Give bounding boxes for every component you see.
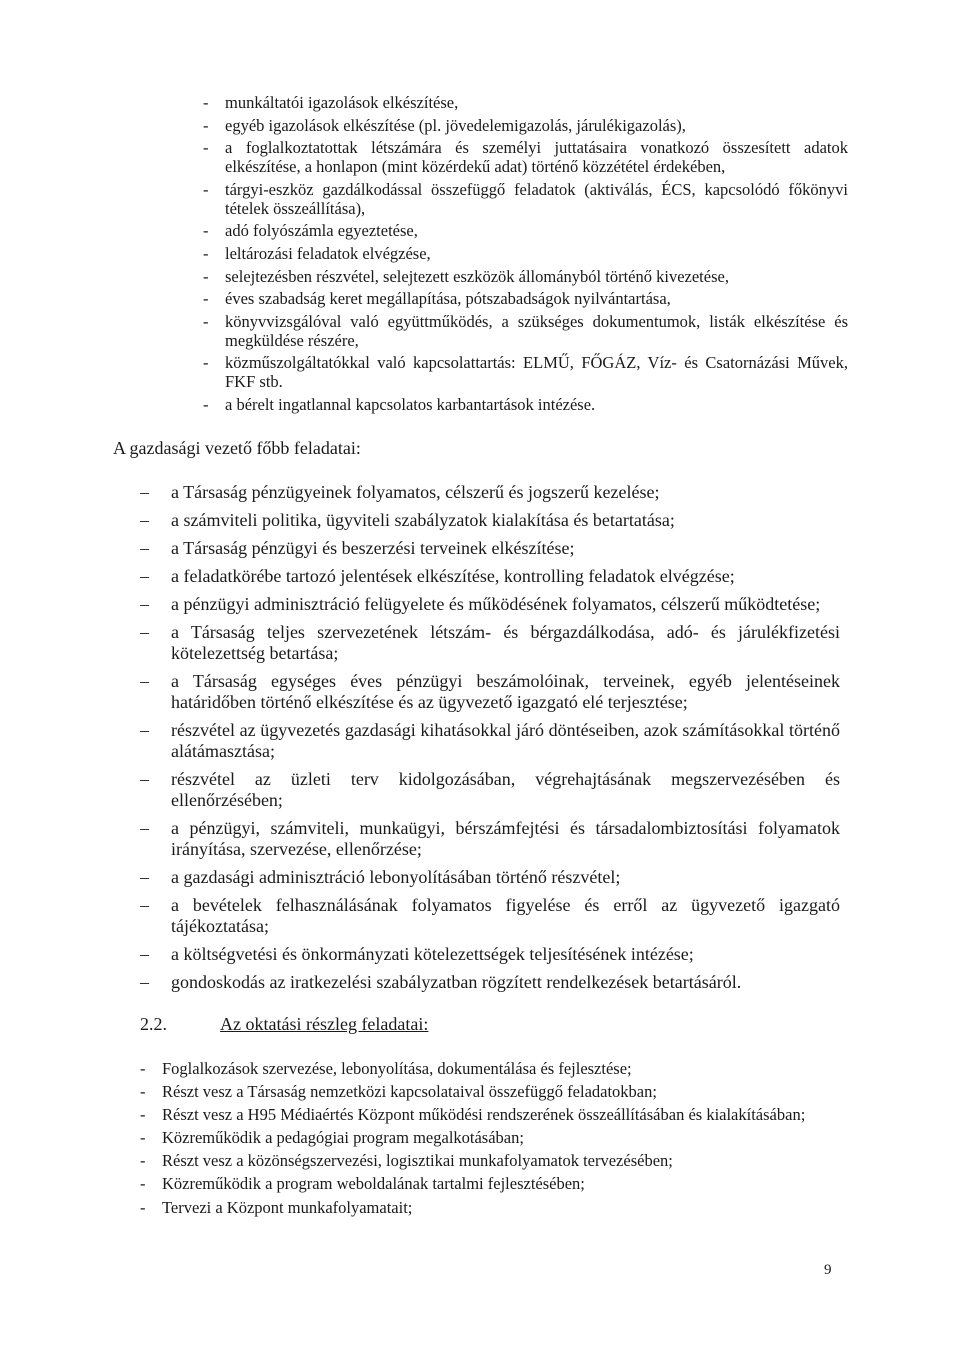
- list-item-text: a bérelt ingatlannal kapcsolatos karbantartások intézése.: [225, 394, 596, 414]
- list-item: [140, 720, 840, 762]
- list-item-text: Tervezi a Központ munkafolyamatait;: [162, 1197, 413, 1217]
- list-item-text: a foglalkoztatottak létszámára és személyi juttatásaira vonatkozó összesített adatok elkészítése, a honlapon (mint közérdekű adat) történő közzététel érdekében,: [225, 138, 848, 177]
- list-item-text: a bevételek felhasználásának folyamatos figyelése és erről az ügyvezető igazgató tájékoztatása;: [171, 895, 840, 936]
- list-item: [140, 1082, 835, 1102]
- list-item: [140, 671, 840, 713]
- bullet-dash: -: [203, 353, 209, 373]
- list-item-text: a Társaság pénzügyi és beszerzési terveinek elkészítése;: [171, 538, 575, 558]
- list-item-text: könyvvizsgálóval való együttműködés, a szükséges dokumentumok, listák elkészítése és megküldése részére,: [225, 311, 848, 350]
- bullet-dash: -: [203, 115, 209, 135]
- list-item-text: éves szabadság keret megállapítása, pótszabadságok nyilvántartása,: [225, 289, 671, 309]
- list-item-text: a pénzügyi, számviteli, munkaügyi, bérszámfejtési és társadalombiztosítási folyamatok irányítása, szervezése, ellenőrzése;: [171, 818, 840, 859]
- bullet-dash: –: [140, 510, 149, 530]
- bullet-dash: -: [203, 243, 209, 263]
- list-item: [140, 895, 840, 937]
- bullet-dash: –: [140, 895, 149, 915]
- page-number: 9: [824, 1262, 832, 1278]
- admin-task-list: [203, 93, 848, 418]
- list-item: [140, 972, 840, 993]
- bullet-dash: –: [140, 867, 149, 887]
- list-item: [203, 395, 848, 414]
- section-title: Az oktatási részleg feladatai:: [220, 1014, 429, 1034]
- list-item: [140, 1105, 835, 1125]
- bullet-dash: -: [203, 138, 209, 158]
- list-item-text: a Társaság pénzügyeinek folyamatos, célszerű és jogszerű kezelése;: [171, 482, 660, 502]
- list-item: [203, 138, 848, 176]
- bullet-dash: –: [140, 622, 149, 642]
- bullet-dash: -: [203, 394, 209, 414]
- education-dept-task-list: [140, 1059, 835, 1221]
- bullet-dash: –: [140, 538, 149, 558]
- bullet-dash: -: [140, 1059, 146, 1078]
- list-item-text: Részt vesz a H95 Médiaértés Központ működési rendszerének összeállításában és kialakításában;: [162, 1105, 806, 1125]
- bullet-dash: -: [140, 1082, 146, 1102]
- list-item: [140, 1174, 835, 1194]
- list-item-text: munkáltatói igazolások elkészítése,: [225, 93, 459, 112]
- list-item-text: a számviteli politika, ügyviteli szabályzatok kialakítása és betartatása;: [171, 510, 675, 530]
- list-item-text: Részt vesz a közönségszervezési, logisztikai munkafolyamatok tervezésében;: [162, 1151, 673, 1171]
- list-item: [140, 867, 840, 888]
- list-item-text: Részt vesz a Társaság nemzetközi kapcsolataival összefüggő feladatokban;: [162, 1082, 657, 1102]
- bullet-dash: -: [203, 221, 209, 241]
- list-item-text: a Társaság egységes éves pénzügyi beszámolóinak, terveinek, egyéb jelentéseinek határidőben történő elkészítése és az ügyvezető igazgató elé terjesztése;: [171, 671, 840, 712]
- list-item-text: a költségvetési és önkormányzati kötelezettségek teljesítésének intézése;: [171, 944, 694, 964]
- list-item: [140, 510, 840, 531]
- list-item-text: a Társaság teljes szervezetének létszám- és bérgazdálkodása, adó- és járulékfizetési kötelezettség betartása;: [171, 622, 840, 663]
- list-item: [140, 594, 840, 615]
- list-item: [203, 267, 848, 286]
- bullet-dash: –: [140, 482, 149, 502]
- list-item: [140, 482, 840, 503]
- list-item: [203, 180, 848, 218]
- list-item-text: a feladatkörébe tartozó jelentések elkészítése, kontrolling feladatok elvégzése;: [171, 566, 735, 586]
- section-title-2-2: [140, 1014, 428, 1035]
- list-item-text: részvétel az ügyvezetés gazdasági kihatásokkal járó döntéseiben, azok számításokkal történő alátámasztása;: [171, 720, 840, 761]
- list-item-text: gondoskodás az iratkezelési szabályzatban rögzített rendelkezések betartásáról.: [171, 972, 742, 992]
- list-item: [140, 818, 840, 860]
- list-item-text: közműszolgáltatókkal való kapcsolattartás: ELMŰ, FŐGÁZ, Víz- és Csatornázási Művek, FKF stb.: [225, 353, 848, 392]
- bullet-dash: -: [203, 311, 209, 331]
- list-item-text: Közreműködik a program weboldalának tartalmi fejlesztésében;: [162, 1174, 585, 1194]
- bullet-dash: -: [140, 1151, 146, 1171]
- list-item-text: selejtezésben részvétel, selejtezett eszközök állományból történő kivezetése,: [225, 266, 729, 286]
- list-item-text: Közreműködik a pedagógiai program megalkotásában;: [162, 1128, 524, 1148]
- bullet-dash: –: [140, 972, 149, 992]
- bullet-dash: –: [140, 720, 149, 740]
- list-item-text: egyéb igazolások elkészítése (pl. jövedelemigazolás, járulékigazolás),: [225, 115, 686, 135]
- list-item: [203, 116, 848, 135]
- list-item: [203, 312, 848, 350]
- list-item: [140, 944, 840, 965]
- list-item: [203, 221, 848, 240]
- list-item: [203, 353, 848, 391]
- list-item-text: a gazdasági adminisztráció lebonyolításában történő részvétel;: [171, 867, 621, 887]
- bullet-dash: –: [140, 566, 149, 586]
- bullet-dash: –: [140, 671, 149, 691]
- bullet-dash: -: [203, 289, 209, 309]
- list-item: [203, 93, 848, 112]
- list-item: [140, 1128, 835, 1148]
- list-item: [203, 289, 848, 308]
- bullet-dash: -: [140, 1197, 146, 1217]
- bullet-dash: -: [140, 1105, 146, 1125]
- bullet-dash: -: [140, 1128, 146, 1148]
- list-item: [140, 538, 840, 559]
- section-heading: A gazdasági vezető főbb feladatai:: [113, 438, 361, 458]
- bullet-dash: –: [140, 818, 149, 838]
- bullet-dash: -: [203, 266, 209, 286]
- list-item-text: a pénzügyi adminisztráció felügyelete és működésének folyamatos, célszerű működtetése;: [171, 594, 821, 614]
- section-number: 2.2.: [140, 1014, 167, 1034]
- finance-director-duties-list: [140, 482, 840, 1000]
- bullet-dash: -: [140, 1174, 146, 1194]
- bullet-dash: –: [140, 769, 149, 789]
- bullet-dash: -: [203, 179, 209, 199]
- list-item: [140, 622, 840, 664]
- list-item-text: adó folyószámla egyeztetése,: [225, 221, 418, 241]
- list-item: [140, 1059, 835, 1079]
- list-item: [203, 244, 848, 263]
- list-item-text: tárgyi-eszköz gazdálkodással összefüggő feladatok (aktiválás, ÉCS, kapcsolódó főkönyvi tételek összeállítása),: [225, 179, 848, 218]
- list-item-text: leltározási feladatok elvégzése,: [225, 243, 431, 263]
- bullet-dash: –: [140, 594, 149, 614]
- list-item-text: részvétel az üzleti terv kidolgozásában, végrehajtásának megszervezésében és ellenőrzésében;: [171, 769, 840, 810]
- bullet-dash: –: [140, 944, 149, 964]
- list-item: [140, 566, 840, 587]
- list-item: [140, 1151, 835, 1171]
- list-item-text: Foglalkozások szervezése, lebonyolítása, dokumentálása és fejlesztése;: [162, 1059, 632, 1078]
- list-item: [140, 1198, 835, 1218]
- list-item: [140, 769, 840, 811]
- bullet-dash: -: [203, 93, 209, 112]
